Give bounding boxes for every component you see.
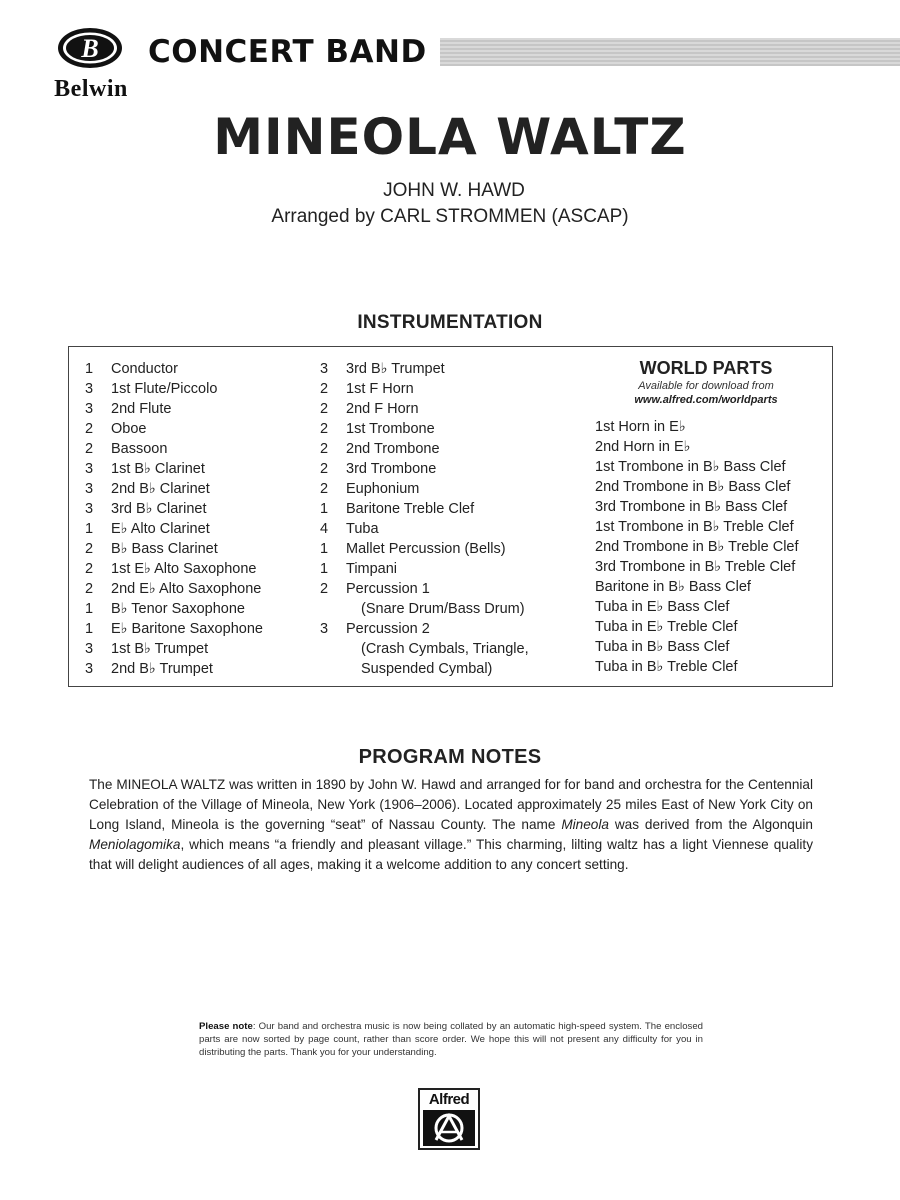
part-row	[320, 399, 529, 419]
part-quantity: 1	[85, 601, 94, 617]
part-quantity: 2	[320, 461, 329, 477]
world-parts-list	[595, 417, 821, 677]
part-row	[320, 359, 529, 379]
part-name: Mallet Percussion (Bells)	[346, 541, 506, 557]
part-quantity: 2	[85, 441, 94, 457]
part-name: 3rd B♭ Trumpet	[346, 361, 445, 377]
program-notes-text	[89, 775, 813, 875]
part-quantity: 2	[320, 401, 329, 417]
part-row	[320, 539, 529, 559]
part-row	[320, 639, 529, 659]
world-part-item: 1st Horn in E♭	[595, 419, 686, 435]
part-quantity	[320, 639, 346, 659]
world-part-item: 1st Trombone in B♭ Treble Clef	[595, 519, 794, 535]
part-row	[85, 659, 263, 679]
part-quantity: 2	[85, 561, 94, 577]
part-name: 2nd B♭ Trumpet	[111, 661, 213, 677]
world-part-item: 3rd Trombone in B♭ Bass Clef	[595, 499, 788, 515]
part-row	[85, 479, 263, 499]
part-quantity: 2	[85, 541, 94, 557]
part-row	[85, 519, 263, 539]
part-name: Timpani	[346, 561, 398, 577]
part-quantity: 2	[320, 441, 329, 457]
part-name: 3rd B♭ Clarinet	[111, 501, 207, 517]
program-notes-part: , which means “a friendly and pleasant village.” This charming, lilting waltz has a light Viennese quality that will delight audiences of all ages, making it a welcome addition to any concert setting.	[89, 837, 813, 872]
part-row	[320, 499, 529, 519]
part-name: Suspended Cymbal)	[361, 661, 493, 677]
program-notes-heading: PROGRAM NOTES	[358, 746, 542, 768]
part-row	[320, 459, 529, 479]
world-part-item: Tuba in B♭ Bass Clef	[595, 639, 730, 655]
part-quantity: 2	[320, 581, 329, 597]
belwin-wordmark: Belwin	[54, 76, 128, 102]
part-name: Percussion 2	[346, 621, 430, 637]
program-notes-italic: Meniolagomika	[89, 837, 181, 852]
alfred-wordmark: Alfred	[428, 1091, 470, 1108]
part-row	[320, 559, 529, 579]
part-name: Bassoon	[111, 441, 168, 457]
part-row	[85, 639, 263, 659]
part-quantity: 2	[85, 421, 94, 437]
part-row	[320, 519, 529, 539]
series-title: CONCERT BAND	[148, 34, 427, 70]
part-name: E♭ Alto Clarinet	[111, 521, 210, 537]
part-name: 1st Flute/Piccolo	[111, 381, 218, 397]
part-name: Euphonium	[346, 481, 420, 497]
part-quantity: 2	[320, 481, 329, 497]
part-quantity	[320, 659, 346, 679]
part-name: 1st Trombone	[346, 421, 435, 437]
part-row	[320, 579, 529, 599]
svg-text:B: B	[81, 34, 99, 63]
part-row	[320, 619, 529, 639]
part-quantity: 3	[85, 461, 94, 477]
part-name: 2nd Flute	[111, 401, 172, 417]
part-name: Baritone Treble Clef	[346, 501, 475, 517]
part-row	[85, 579, 263, 599]
collation-note	[199, 1020, 703, 1059]
world-part-item: 2nd Trombone in B♭ Treble Clef	[595, 539, 799, 555]
instrumentation-column-1	[85, 359, 263, 679]
part-row	[85, 419, 263, 439]
part-row	[85, 459, 263, 479]
part-name: 1st B♭ Trumpet	[111, 641, 209, 657]
part-quantity: 1	[85, 521, 94, 537]
instrumentation-column-2	[320, 359, 529, 679]
part-quantity: 3	[85, 501, 94, 517]
world-part-item: Tuba in E♭ Treble Clef	[595, 619, 738, 635]
part-name: 1st B♭ Clarinet	[111, 461, 205, 477]
world-part-item: 2nd Trombone in B♭ Bass Clef	[595, 479, 791, 495]
world-part-item: 1st Trombone in B♭ Bass Clef	[595, 459, 786, 475]
collation-note-text: : Our band and orchestra music is now being collated by an automatic high-speed system. The enclosed parts are now sorted by page count, rather than score order. We hope this will not present any difficulty for you in distributing the parts. Thank you for your understanding.	[199, 1021, 703, 1058]
part-quantity: 1	[320, 501, 329, 517]
collation-note-label: Please note	[199, 1021, 253, 1032]
part-quantity: 2	[85, 581, 94, 597]
world-part-item: Tuba in E♭ Bass Clef	[595, 599, 730, 615]
part-row	[85, 359, 263, 379]
part-name: 2nd B♭ Clarinet	[111, 481, 210, 497]
part-quantity: 3	[85, 641, 94, 657]
part-quantity: 3	[320, 361, 329, 377]
alfred-emblem-icon	[423, 1110, 475, 1146]
part-name: 1st E♭ Alto Saxophone	[111, 561, 257, 577]
program-notes-part: The MINEOLA WALTZ was written in 1890 by John W. Hawd and arranged for for band and orchestra for the Centennial Celebration of the Village of Mineola, New York (1906–2006). Located approximately 25 miles East of New York City on Long Island, Mineola is the governing “seat” of Nassau County. The name	[89, 777, 813, 832]
part-row	[320, 419, 529, 439]
part-name: 2nd Trombone	[346, 441, 440, 457]
part-quantity: 3	[85, 381, 94, 397]
part-quantity: 4	[320, 521, 329, 537]
belwin-b-emblem-icon	[56, 26, 124, 70]
part-row	[85, 619, 263, 639]
program-notes-italic: Mineola	[561, 817, 609, 832]
part-quantity: 3	[85, 661, 94, 677]
part-row	[320, 379, 529, 399]
part-name: 1st F Horn	[346, 381, 414, 397]
part-row	[320, 659, 529, 679]
world-parts-subtitle: Available for download from	[638, 380, 774, 392]
part-name: Tuba	[346, 521, 379, 537]
part-name: Oboe	[111, 421, 147, 437]
part-row	[85, 559, 263, 579]
part-quantity: 1	[320, 541, 329, 557]
instrumentation-heading: INSTRUMENTATION	[357, 312, 543, 333]
world-parts-url: www.alfred.com/worldparts	[634, 394, 778, 406]
part-row	[85, 599, 263, 619]
part-quantity: 1	[85, 621, 94, 637]
part-name: Percussion 1	[346, 581, 430, 597]
world-part-item: Tuba in B♭ Treble Clef	[595, 659, 738, 675]
part-name: B♭ Tenor Saxophone	[111, 601, 245, 617]
belwin-logo	[36, 26, 146, 102]
part-row	[85, 499, 263, 519]
instrumentation-box	[68, 346, 833, 687]
part-row	[320, 439, 529, 459]
part-name: 2nd E♭ Alto Saxophone	[111, 581, 262, 597]
world-part-item: 2nd Horn in E♭	[595, 439, 691, 455]
part-row	[320, 599, 529, 619]
part-quantity: 3	[320, 621, 329, 637]
part-name: 3rd Trombone	[346, 461, 437, 477]
part-quantity: 2	[320, 421, 329, 437]
part-quantity: 3	[85, 481, 94, 497]
part-quantity: 3	[85, 401, 94, 417]
part-quantity	[320, 599, 346, 619]
world-parts	[581, 357, 821, 677]
header-stripe	[440, 38, 900, 66]
part-row	[85, 539, 263, 559]
piece-title: MINEOLA WALTZ	[213, 108, 687, 166]
part-quantity: 2	[320, 381, 329, 397]
world-parts-title: WORLD PARTS	[639, 358, 773, 378]
part-row	[85, 399, 263, 419]
part-quantity: 1	[85, 361, 94, 377]
part-name: (Snare Drum/Bass Drum)	[361, 601, 525, 617]
program-notes-part: was derived from the Algonquin	[608, 817, 813, 832]
part-row	[85, 439, 263, 459]
arranger: Arranged by CARL STROMMEN (ASCAP)	[271, 206, 629, 227]
world-part-item: 3rd Trombone in B♭ Treble Clef	[595, 559, 796, 575]
part-name: E♭ Baritone Saxophone	[111, 621, 263, 637]
part-name: B♭ Bass Clarinet	[111, 541, 218, 557]
series-header	[148, 32, 900, 72]
composer: JOHN W. HAWD	[383, 180, 525, 201]
part-quantity: 1	[320, 561, 329, 577]
world-part-item: Baritone in B♭ Bass Clef	[595, 579, 751, 595]
alfred-logo	[418, 1088, 480, 1150]
part-name: 2nd F Horn	[346, 401, 419, 417]
part-name: Conductor	[111, 361, 178, 377]
part-row	[85, 379, 263, 399]
part-row	[320, 479, 529, 499]
part-name: (Crash Cymbals, Triangle,	[361, 641, 529, 657]
